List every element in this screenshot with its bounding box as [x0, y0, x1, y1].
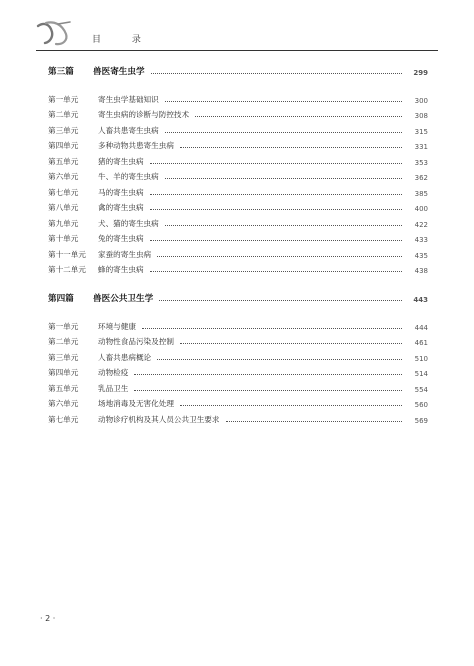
dot-leader — [159, 300, 402, 301]
toc-unit-entry[interactable] — [48, 182, 428, 198]
toc-unit-entry-label: 第六单元 — [48, 399, 79, 408]
dot-leader — [165, 101, 402, 102]
toc-unit-entry[interactable] — [48, 332, 428, 348]
dot-leader — [134, 374, 402, 375]
toc-unit-entry-label: 第七单元 — [48, 414, 79, 424]
dot-leader — [226, 421, 403, 422]
toc-unit-entry-page: 514 — [414, 370, 428, 378]
dot-leader — [180, 343, 402, 344]
toc-unit-entry-label: 第五单元 — [48, 383, 79, 393]
page-header — [36, 20, 438, 48]
dot-leader — [150, 240, 402, 241]
toc-unit-entry-label: 第四单元 — [48, 368, 79, 377]
toc-unit-entry-title: 乳品卫生 — [98, 383, 129, 393]
toc-unit-entry-title: 马的寄生虫病 — [98, 187, 144, 197]
toc-unit-entry-page: 560 — [414, 401, 428, 409]
toc-unit-entry-label: 第九单元 — [48, 218, 79, 228]
dot-leader — [180, 147, 402, 148]
page-number: · 2 · — [40, 614, 56, 623]
toc-unit-entry-label: 第十二单元 — [48, 265, 86, 274]
toc-unit-entry-label: 第一单元 — [48, 94, 79, 104]
dot-leader — [150, 271, 402, 272]
toc-unit-entry-page: 510 — [414, 354, 428, 363]
toc-part-entry-page: 299 — [413, 69, 428, 77]
toc-part-entry[interactable] — [48, 63, 428, 77]
toc-unit-entry-title: 禽的寄生虫病 — [98, 203, 144, 212]
toc-part-entry-title: 兽医寄生虫学 — [93, 67, 145, 77]
toc-part-entry-title: 兽医公共卫生学 — [93, 294, 154, 304]
toc-unit-entry-title: 场地消毒及无害化处理 — [98, 399, 174, 408]
dot-leader — [165, 225, 402, 226]
toc-unit-entry[interactable] — [48, 198, 428, 214]
toc-unit-entry-title: 多种动物共患寄生虫病 — [98, 141, 174, 150]
toc-unit-entry-page: 444 — [414, 323, 428, 332]
table-of-contents — [48, 58, 428, 435]
toc-unit-entry[interactable] — [48, 120, 428, 136]
toc-unit-entry-label: 第十单元 — [48, 234, 79, 243]
toc-unit-entry-label: 第二单元 — [48, 337, 79, 346]
toc-unit-entry-page: 461 — [414, 339, 428, 347]
toc-unit-entry[interactable] — [48, 316, 428, 332]
toc-unit-entry-page: 315 — [414, 127, 428, 136]
toc-unit-entry[interactable] — [48, 347, 428, 363]
toc-unit-entry-label: 第四单元 — [48, 141, 79, 150]
dot-leader — [195, 116, 402, 117]
toc-unit-entry-label: 第一单元 — [48, 321, 79, 331]
toc-unit-entry[interactable] — [48, 167, 428, 183]
dot-leader — [157, 256, 402, 257]
toc-unit-entry-page: 385 — [414, 189, 428, 198]
publisher-logo-icon — [36, 20, 72, 46]
toc-unit-entry-page: 554 — [414, 385, 428, 394]
toc-unit-entry-title: 寄生虫病的诊断与防控技术 — [98, 110, 190, 119]
toc-unit-entry-page: 435 — [414, 251, 428, 260]
header-rule — [36, 50, 438, 51]
dot-leader — [134, 390, 402, 391]
toc-unit-entry[interactable] — [48, 394, 428, 410]
toc-unit-entry-page: 353 — [414, 158, 428, 167]
toc-part-entry[interactable] — [48, 290, 428, 304]
toc-unit-entry[interactable] — [48, 136, 428, 152]
dot-leader — [150, 194, 402, 195]
dot-leader — [150, 209, 402, 210]
toc-unit-entry-title: 人畜共患病概论 — [98, 352, 152, 362]
toc-unit-entry-page: 300 — [414, 96, 428, 105]
dot-leader — [165, 178, 402, 179]
toc-unit-entry-title: 人畜共患寄生虫病 — [98, 125, 159, 135]
toc-unit-entry-page: 422 — [414, 220, 428, 229]
toc-unit-entry[interactable] — [48, 260, 428, 276]
toc-unit-entry[interactable] — [48, 363, 428, 379]
toc-unit-entry-label: 第二单元 — [48, 110, 79, 119]
section-spacer — [48, 275, 428, 285]
toc-unit-entry-title: 寄生虫学基础知识 — [98, 94, 159, 104]
toc-unit-entry-label: 第七单元 — [48, 187, 79, 197]
dot-leader — [151, 73, 402, 74]
toc-unit-entry-page: 400 — [414, 205, 428, 213]
toc-unit-entry[interactable] — [48, 409, 428, 425]
toc-unit-entry-page: 569 — [414, 416, 428, 425]
toc-unit-entry-page: 331 — [414, 143, 428, 151]
toc-unit-entry-title: 环境与健康 — [98, 321, 136, 331]
dot-leader — [180, 405, 402, 406]
dot-leader — [142, 328, 402, 329]
toc-unit-entry-label: 第三单元 — [48, 352, 79, 362]
toc-unit-entry[interactable] — [48, 105, 428, 121]
toc-unit-entry-title: 动物诊疗机构及其人员公共卫生要求 — [98, 414, 220, 424]
section-spacer — [48, 425, 428, 435]
toc-unit-entry-page: 438 — [414, 267, 428, 275]
toc-unit-entry-title: 猪的寄生虫病 — [98, 156, 144, 166]
toc-unit-entry-label: 第三单元 — [48, 125, 79, 135]
toc-unit-entry-title: 家蚕的寄生虫病 — [98, 249, 152, 259]
toc-unit-entry[interactable] — [48, 229, 428, 245]
toc-unit-entry-title: 牛、羊的寄生虫病 — [98, 172, 159, 181]
toc-unit-entry-page: 308 — [414, 112, 428, 120]
toc-part-entry-page: 443 — [413, 296, 428, 304]
dot-leader — [157, 359, 402, 360]
toc-unit-entry-title: 蜂的寄生虫病 — [98, 265, 144, 274]
toc-part-entry-label: 第三篇 — [48, 67, 74, 77]
toc-unit-entry[interactable] — [48, 89, 428, 105]
toc-unit-entry[interactable] — [48, 151, 428, 167]
toc-unit-entry-title: 动物性食品污染及控制 — [98, 337, 174, 346]
toc-unit-entry-label: 第八单元 — [48, 203, 79, 212]
toc-part-entry-label: 第四篇 — [48, 294, 74, 304]
toc-unit-entry-label: 第五单元 — [48, 156, 79, 166]
toc-unit-entry-label: 第十一单元 — [48, 249, 86, 259]
toc-unit-entry-label: 第六单元 — [48, 172, 79, 181]
dot-leader — [150, 163, 402, 164]
header-title: 目 录 — [92, 35, 155, 45]
dot-leader — [165, 132, 402, 133]
toc-unit-entry-title: 犬、猫的寄生虫病 — [98, 218, 159, 228]
toc-unit-entry-page: 433 — [414, 236, 428, 244]
toc-unit-entry-page: 362 — [414, 174, 428, 182]
toc-unit-entry-title: 兔的寄生虫病 — [98, 234, 144, 243]
toc-unit-entry[interactable] — [48, 244, 428, 260]
toc-unit-entry[interactable] — [48, 378, 428, 394]
toc-unit-entry-title: 动物检疫 — [98, 368, 129, 377]
toc-unit-entry[interactable] — [48, 213, 428, 229]
